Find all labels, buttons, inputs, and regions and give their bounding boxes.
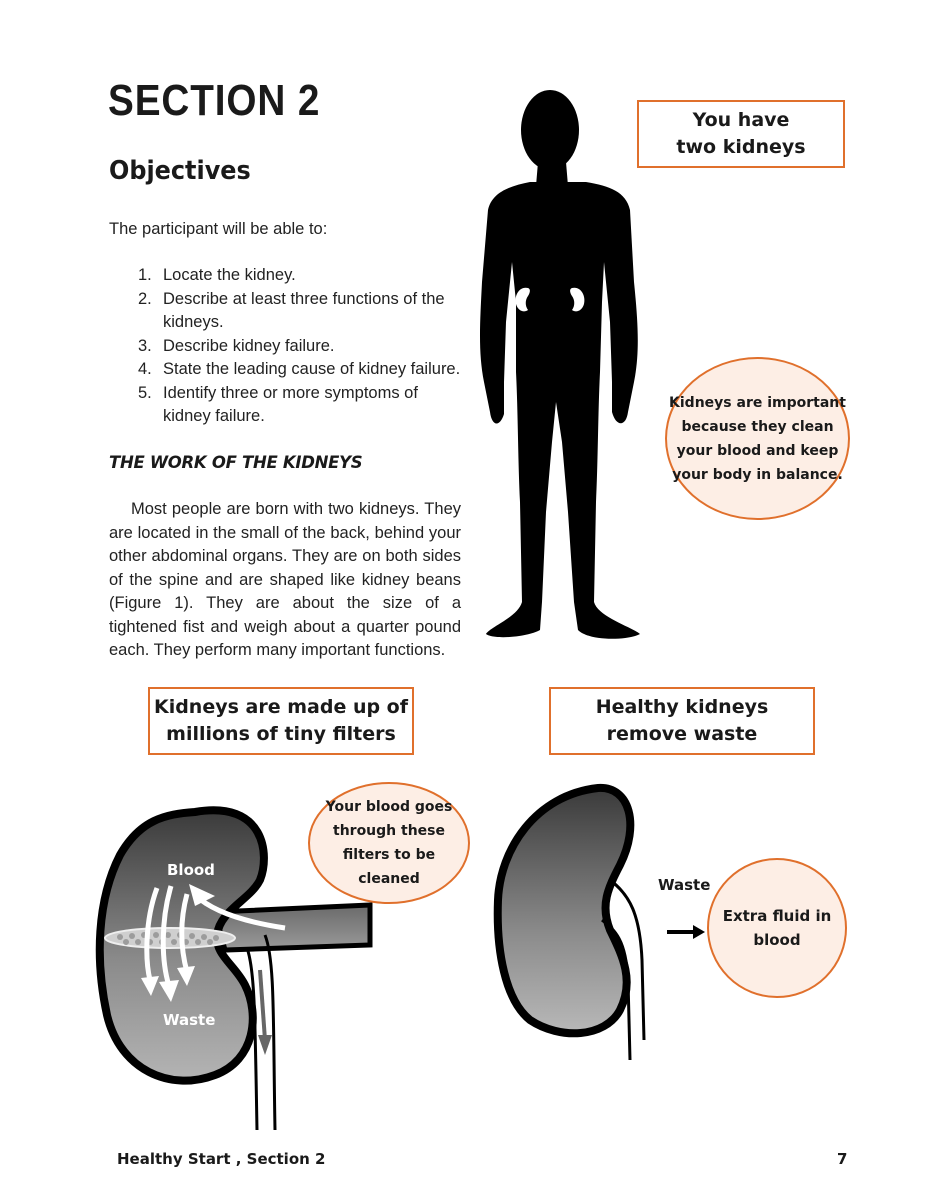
list-item-text: Describe kidney failure. [163, 336, 335, 355]
filters-callout [148, 687, 414, 755]
list-item-text: Locate the kidney. [163, 266, 296, 284]
bubble-line: Your blood goes [325, 799, 453, 815]
bubble-line: blood [753, 931, 801, 949]
bubble-line: filters to be [342, 847, 436, 863]
bubble-line: fluid in [772, 907, 832, 925]
bubble-line: Kidneys are important [669, 394, 846, 411]
list-item-text: Identify three or more symptoms of kidney failure. [163, 383, 418, 425]
footer-title: Healthy Start , Section 2 [117, 1150, 326, 1168]
healthy-kidney-diagram [490, 780, 720, 1070]
blood-goes-bubble [308, 782, 470, 904]
waste-label-left: Waste [163, 1011, 216, 1029]
list-item-number: 3. [138, 336, 152, 355]
list-item [138, 382, 468, 429]
work-of-kidneys-paragraph: Most people are born with two kidneys. They are located in the small of the back, behind your other abdominal organs. They are on both sides of the spine and are shaped like kidney beans (Figure 1). They are about the size of a tightened fist and weigh about a quarter pound each. They perform many important functions. [109, 500, 461, 659]
bubble-line: your blood and keep [676, 442, 839, 459]
bubble-line: Extra [722, 907, 768, 925]
list-item [138, 264, 468, 288]
bubble-line: through these [333, 823, 445, 839]
callout-line: You have [692, 109, 790, 131]
section-title: SECTION 2 [108, 76, 321, 125]
waste-label-right: Waste [658, 876, 711, 894]
remove-waste-callout [549, 687, 815, 755]
objectives-intro: The participant will be able to: [109, 220, 328, 238]
kidneys-important-bubble [665, 357, 850, 520]
list-item-number: 4. [138, 360, 152, 378]
objectives-list [138, 264, 468, 429]
two-kidneys-callout [637, 100, 845, 168]
list-item [138, 335, 468, 359]
extra-fluid-bubble [707, 858, 847, 998]
bubble-line: because they clean [681, 418, 834, 435]
bubble-line: cleaned [358, 871, 420, 887]
work-of-kidneys-heading: THE WORK OF THE KIDNEYS [109, 453, 363, 472]
blood-label: Blood [167, 861, 215, 879]
callout-line: millions of tiny filters [166, 723, 396, 745]
callout-line: remove waste [606, 723, 758, 745]
page-number: 7 [837, 1150, 848, 1168]
objectives-heading: Objectives [109, 156, 251, 186]
list-item [138, 358, 468, 382]
callout-line: two kidneys [676, 136, 806, 158]
list-item-number: 1. [138, 266, 152, 284]
bubble-line: your body in balance. [672, 466, 843, 483]
callout-line: Kidneys are made up of [153, 696, 409, 718]
list-item-number: 5. [138, 383, 152, 402]
list-item [138, 288, 468, 335]
list-item-text: Describe at least three functions of the kidneys. [163, 289, 445, 331]
list-item-text: State the leading cause of kidney failure. [163, 360, 461, 378]
list-item-number: 2. [138, 289, 152, 308]
callout-line: Healthy kidneys [595, 696, 769, 718]
